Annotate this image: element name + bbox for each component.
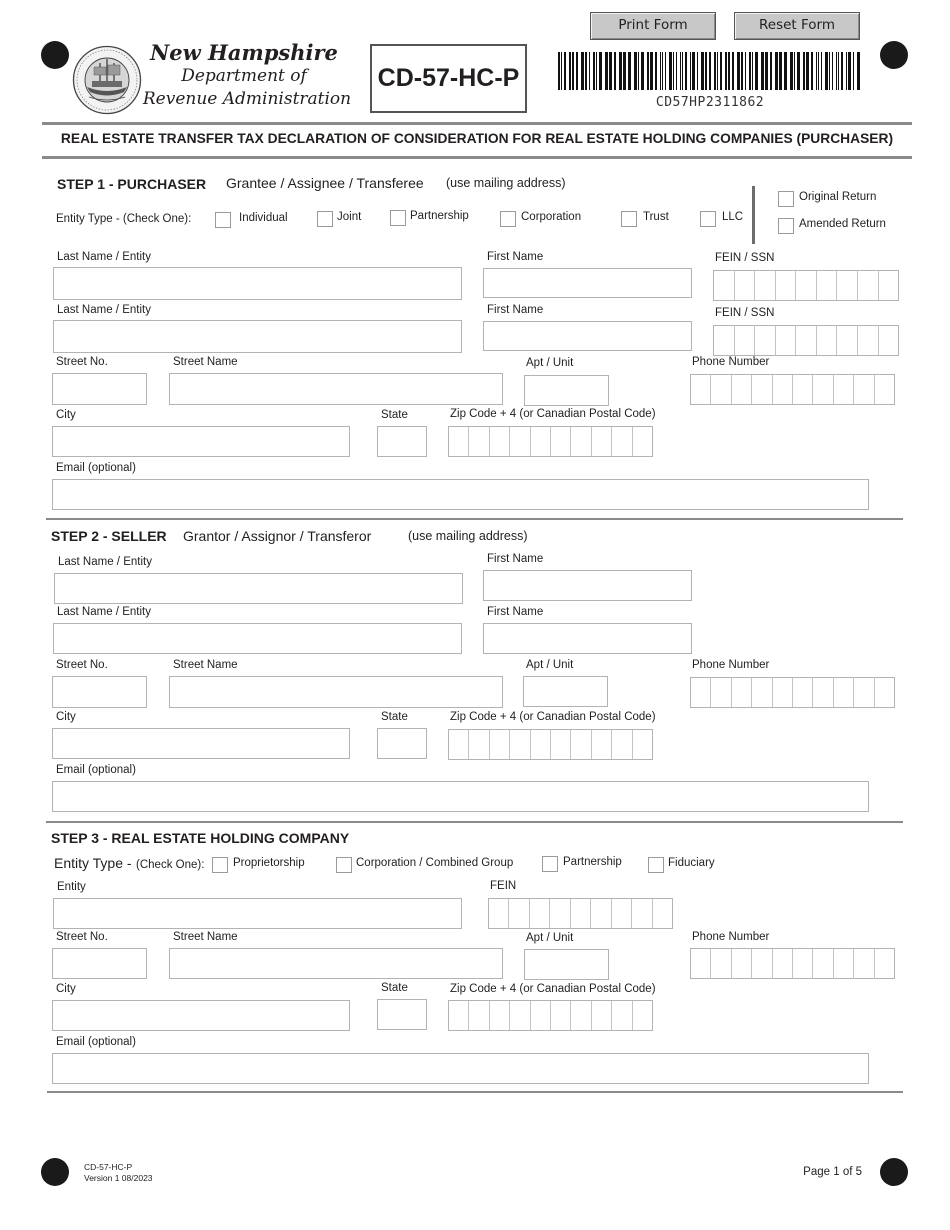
step3-zip-label: Zip Code + 4 (or Canadian Postal Code)	[450, 983, 656, 995]
return-type-divider	[752, 186, 755, 244]
barcode-bar	[728, 52, 730, 90]
barcode-bar	[714, 52, 716, 90]
step1-email-input[interactable]	[52, 479, 869, 510]
barcode-bar	[619, 52, 622, 90]
barcode-bar	[682, 52, 683, 90]
footer-form-info	[84, 1162, 153, 1184]
step1-individual-checkbox[interactable]	[215, 212, 231, 228]
step1-state-input[interactable]	[377, 426, 427, 457]
barcode-bar	[846, 52, 847, 90]
step1-first-name-1-input[interactable]	[483, 268, 692, 298]
barcode-bar	[655, 52, 657, 90]
barcode-bar	[709, 52, 711, 90]
step2-phone-label: Phone Number	[692, 659, 770, 671]
barcode-bar	[680, 52, 681, 90]
step2-zip-input[interactable]	[448, 729, 653, 760]
step3-partnership-checkbox[interactable]	[542, 856, 558, 872]
step3-zip-input[interactable]	[448, 1000, 653, 1031]
barcode-bar	[816, 52, 817, 90]
step1-bottom-rule	[46, 518, 903, 520]
step2-subtitle: Grantor / Assignor / Transferor	[183, 528, 372, 544]
barcode-bar	[701, 52, 704, 90]
step1-subtitle: Grantee / Assignee / Transferee	[226, 175, 424, 191]
step1-partnership-checkbox[interactable]	[390, 210, 406, 226]
step1-fein-ssn-1-label: FEIN / SSN	[715, 252, 775, 264]
reset-form-button[interactable]: Reset Form	[734, 12, 860, 40]
step2-last-name-1-input[interactable]	[54, 573, 463, 604]
step3-email-input[interactable]	[52, 1053, 869, 1084]
barcode	[558, 52, 862, 90]
barcode-bar	[779, 52, 782, 90]
barcode-bar	[737, 52, 740, 90]
barcode-bar	[589, 52, 590, 90]
step3-state-label: State	[381, 982, 408, 994]
amended-return-checkbox[interactable]	[778, 218, 794, 234]
step1-last-name-2-label: Last Name / Entity	[57, 304, 151, 316]
step2-apt-input[interactable]	[523, 676, 608, 707]
step3-state-input[interactable]	[377, 999, 427, 1030]
barcode-bar	[841, 52, 843, 90]
step3-fein-input[interactable]	[488, 898, 673, 929]
step3-apt-label: Apt / Unit	[526, 932, 574, 944]
form-title: REAL ESTATE TRANSFER TAX DECLARATION OF CONSIDERATION FOR REAL ESTATE HOLDING COMPANIES (PURCHASER)	[60, 131, 894, 146]
step2-state-label: State	[381, 711, 408, 723]
state-seal-icon	[72, 45, 142, 115]
step3-partnership-label: Partnership	[563, 856, 622, 868]
department-line-2: Revenue Administration	[142, 89, 352, 109]
barcode-bar	[770, 52, 772, 90]
barcode-bar	[609, 52, 612, 90]
barcode-bar	[821, 52, 822, 90]
barcode-bar	[697, 52, 698, 90]
step1-apt-label: Apt / Unit	[526, 357, 574, 369]
step3-fiduciary-label: Fiduciary	[668, 857, 715, 869]
step2-first-name-1-input[interactable]	[483, 570, 692, 601]
registration-mark-top-left	[41, 41, 69, 69]
barcode-bar	[569, 52, 571, 90]
step3-corporation-label: Corporation / Combined Group	[356, 857, 514, 869]
barcode-bar	[755, 52, 758, 90]
step1-partnership-label: Partnership	[410, 210, 469, 222]
step2-street-name-label: Street Name	[173, 659, 238, 671]
barcode-bar	[692, 52, 695, 90]
step1-first-name-2-input[interactable]	[483, 321, 692, 351]
step1-fein-ssn-1-input[interactable]	[713, 270, 899, 301]
step1-title: STEP 1 - PURCHASER	[57, 176, 207, 192]
step1-note: (use mailing address)	[446, 176, 566, 190]
step2-last-name-2-label: Last Name / Entity	[57, 606, 151, 618]
step2-phone-input[interactable]	[690, 677, 895, 708]
step2-street-no-label: Street No.	[56, 659, 108, 671]
barcode-bar	[596, 52, 597, 90]
barcode-bar	[765, 52, 768, 90]
barcode-bar	[605, 52, 608, 90]
barcode-bar	[564, 52, 566, 90]
barcode-bar	[662, 52, 663, 90]
step1-llc-label: LLC	[722, 211, 744, 223]
barcode-bar	[775, 52, 778, 90]
barcode-bar	[665, 52, 666, 90]
barcode-bar	[673, 52, 674, 90]
step2-city-label: City	[56, 711, 76, 723]
step1-last-name-1-input[interactable]	[53, 267, 462, 300]
barcode-bar	[806, 52, 809, 90]
step3-city-label: City	[56, 983, 76, 995]
barcode-bar	[576, 52, 578, 90]
barcode-bar	[725, 52, 727, 90]
step1-zip-input[interactable]	[448, 426, 653, 457]
step2-first-name-2-input[interactable]	[483, 623, 692, 654]
step3-entity-input[interactable]	[53, 898, 462, 929]
barcode-bar	[836, 52, 837, 90]
step3-street-name-input[interactable]	[169, 948, 503, 979]
barcode-bar	[832, 52, 833, 90]
print-form-button[interactable]: Print Form	[590, 12, 716, 40]
barcode-bar	[761, 52, 764, 90]
step2-email-label: Email (optional)	[56, 764, 136, 776]
footer-version: Version 1 08/2023	[84, 1173, 153, 1183]
barcode-bar	[794, 52, 795, 90]
step1-phone-input[interactable]	[690, 374, 895, 405]
step3-fiduciary-checkbox[interactable]	[648, 857, 664, 873]
step2-city-input[interactable]	[52, 728, 350, 759]
step3-phone-label: Phone Number	[692, 931, 770, 943]
step2-apt-label: Apt / Unit	[526, 659, 574, 671]
barcode-text: CD57HP2311862	[655, 95, 765, 110]
barcode-bar	[572, 52, 574, 90]
step2-last-name-2-input[interactable]	[53, 623, 462, 654]
original-return-label: Original Return	[799, 191, 877, 203]
step1-last-name-2-input[interactable]	[53, 320, 462, 353]
step1-city-label: City	[56, 409, 76, 421]
step3-street-no-label: Street No.	[56, 931, 108, 943]
step1-apt-input[interactable]	[524, 375, 609, 406]
barcode-bar	[634, 52, 637, 90]
step2-bottom-rule	[46, 821, 903, 823]
barcode-bar	[857, 52, 860, 90]
step2-first-name-2-label: First Name	[487, 606, 544, 618]
barcode-bar	[717, 52, 718, 90]
step1-last-name-1-label: Last Name / Entity	[57, 251, 151, 263]
step1-email-label: Email (optional)	[56, 462, 136, 474]
barcode-bar	[797, 52, 800, 90]
barcode-bar	[650, 52, 653, 90]
step1-entity-type-label: Entity Type - (Check One):	[56, 213, 192, 225]
step2-street-no-input[interactable]	[52, 676, 147, 708]
barcode-bar	[720, 52, 722, 90]
barcode-bar	[641, 52, 644, 90]
step1-city-input[interactable]	[52, 426, 350, 457]
barcode-bar	[581, 52, 584, 90]
step1-street-name-label: Street Name	[173, 356, 238, 368]
step3-street-no-input[interactable]	[52, 948, 147, 979]
barcode-bar	[749, 52, 751, 90]
step2-first-name-1-label: First Name	[487, 553, 544, 565]
step1-street-no-input[interactable]	[52, 373, 147, 405]
barcode-bar	[623, 52, 626, 90]
barcode-bar	[752, 52, 753, 90]
step3-entity-type-main: Entity Type -	[54, 855, 132, 871]
step2-zip-label: Zip Code + 4 (or Canadian Postal Code)	[450, 711, 656, 723]
step2-email-input[interactable]	[52, 781, 869, 812]
form-code-box	[370, 44, 527, 113]
step1-phone-label: Phone Number	[692, 356, 770, 368]
step1-trust-label: Trust	[643, 211, 669, 223]
barcode-bar	[838, 52, 839, 90]
step2-street-name-input[interactable]	[169, 676, 503, 708]
state-name: New Hampshire	[150, 40, 338, 65]
step1-fein-ssn-2-label: FEIN / SSN	[715, 307, 775, 319]
step1-llc-checkbox[interactable]	[700, 211, 716, 227]
step1-street-no-label: Street No.	[56, 356, 108, 368]
step3-proprietorship-checkbox[interactable]	[212, 857, 228, 873]
step1-street-name-input[interactable]	[169, 373, 503, 405]
step1-corporation-checkbox[interactable]	[500, 211, 516, 227]
step3-corporation-checkbox[interactable]	[336, 857, 352, 873]
barcode-bar	[669, 52, 672, 90]
barcode-bar	[829, 52, 830, 90]
barcode-bar	[676, 52, 677, 90]
barcode-bar	[660, 52, 661, 90]
barcode-bar	[790, 52, 793, 90]
registration-mark-bottom-right	[880, 1158, 908, 1186]
step3-entity-label: Entity	[57, 881, 86, 893]
barcode-bar	[647, 52, 649, 90]
step2-title: STEP 2 - SELLER	[51, 528, 167, 544]
step3-phone-input[interactable]	[690, 948, 895, 979]
barcode-bar	[818, 52, 819, 90]
barcode-bar	[561, 52, 562, 90]
step1-zip-label: Zip Code + 4 (or Canadian Postal Code)	[450, 408, 656, 420]
step1-joint-checkbox[interactable]	[317, 211, 333, 227]
step1-state-label: State	[381, 409, 408, 421]
registration-mark-top-right	[880, 41, 908, 69]
title-top-rule	[42, 122, 912, 125]
barcode-bar	[811, 52, 813, 90]
title-bottom-rule	[42, 156, 912, 159]
step3-proprietorship-label: Proprietorship	[233, 857, 305, 869]
barcode-bar	[685, 52, 687, 90]
barcode-bar	[558, 52, 560, 90]
barcode-bar	[825, 52, 828, 90]
department-line-1: Department of	[181, 66, 307, 86]
barcode-bar	[585, 52, 587, 90]
step1-trust-checkbox[interactable]	[621, 211, 637, 227]
barcode-bar	[614, 52, 616, 90]
barcode-bar	[784, 52, 787, 90]
barcode-bar	[593, 52, 595, 90]
step3-street-name-label: Street Name	[173, 931, 238, 943]
step2-state-input[interactable]	[377, 728, 427, 759]
barcode-bar	[690, 52, 691, 90]
barcode-bar	[628, 52, 631, 90]
step3-fein-label: FEIN	[490, 880, 517, 892]
step2-note: (use mailing address)	[408, 529, 528, 543]
step3-entity-type-label	[54, 855, 204, 873]
footer-form-code: CD-57-HC-P	[84, 1162, 133, 1172]
barcode-bar	[599, 52, 602, 90]
barcode-bar	[705, 52, 707, 90]
step3-entity-type-sub: (Check One):	[136, 859, 205, 871]
step1-first-name-2-label: First Name	[487, 304, 544, 316]
step3-bottom-rule	[47, 1091, 903, 1093]
step2-last-name-1-label: Last Name / Entity	[58, 556, 152, 568]
barcode-bar	[803, 52, 805, 90]
amended-return-label: Amended Return	[799, 218, 886, 230]
barcode-bar	[848, 52, 851, 90]
barcode-bar	[741, 52, 743, 90]
step1-first-name-1-label: First Name	[487, 251, 544, 263]
page-number: Page 1 of 5	[803, 1166, 862, 1178]
barcode-bar	[638, 52, 639, 90]
barcode-bar	[732, 52, 734, 90]
barcode-bar	[853, 52, 854, 90]
original-return-checkbox[interactable]	[778, 191, 794, 207]
step1-fein-ssn-2-input[interactable]	[713, 325, 899, 356]
step1-joint-label: Joint	[337, 211, 362, 223]
step1-individual-label: Individual	[239, 212, 288, 224]
step3-email-label: Email (optional)	[56, 1036, 136, 1048]
step3-title: STEP 3 - REAL ESTATE HOLDING COMPANY	[51, 830, 350, 846]
step3-city-input[interactable]	[52, 1000, 350, 1031]
registration-mark-bottom-left	[41, 1158, 69, 1186]
form-code: CD-57-HC-P	[377, 64, 520, 92]
step3-apt-input[interactable]	[524, 949, 609, 980]
step1-corporation-label: Corporation	[521, 211, 582, 223]
barcode-bar	[745, 52, 746, 90]
